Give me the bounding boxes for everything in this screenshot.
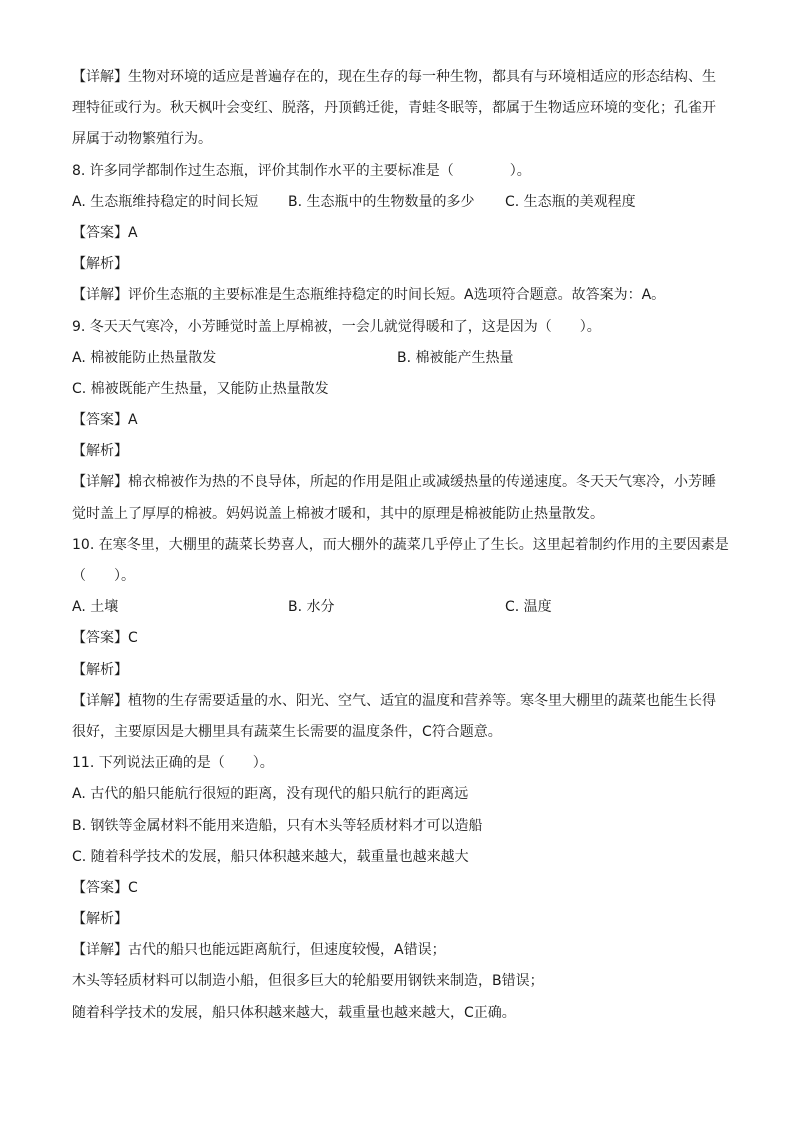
question-11: 11. 下列说法正确的是（ ）。 xyxy=(72,755,274,772)
option-b: B. 钢铁等金属材料不能用来造船，只有木头等轻质材料才可以造船 xyxy=(72,817,483,834)
detail-line: 【详解】生物对环境的适应是普遍存在的，现在生存的每一种生物，都具有与环境相适应的形态结构、生 xyxy=(72,69,716,85)
detail-line: 【详解】古代的船只也能远距离航行，但速度较慢，A错误； xyxy=(72,942,446,959)
option-c: C. 随着科学技术的发展，船只体积越来越大，载重量也越来越大 xyxy=(72,848,469,865)
option-a: A. 棉被能防止热量散发 xyxy=(72,349,217,366)
question-10-continued: （ ）。 xyxy=(72,568,135,584)
detail-line: 【详解】棉衣棉被作为热的不良导体，所起的作用是阻止或减缓热量的传递速度。冬天天气寒冷，小芳睡 xyxy=(72,474,716,491)
analysis-label: 【解析】 xyxy=(72,443,128,460)
option-c: C. 生态瓶的美观程度 xyxy=(505,193,636,210)
detail-line: 木头等轻质材料可以制造小船，但很多巨大的轮船要用钢铁来制造，B错误； xyxy=(72,973,544,990)
question-10-options xyxy=(72,592,732,623)
analysis-label: 【解析】 xyxy=(72,661,128,678)
option-c: C. 温度 xyxy=(505,599,552,616)
question-9: 9. 冬天天气寒冷，小芳睡觉时盖上厚棉被，一会儿就觉得暖和了，这是因为（ ）。 xyxy=(72,318,601,335)
option-b: B. 生态瓶中的生物数量的多少 xyxy=(288,193,475,210)
option-a: A. 土壤 xyxy=(72,599,119,616)
detail-line: 屏属于动物繁殖行为。 xyxy=(72,131,212,148)
detail-line: 【详解】植物的生存需要适量的水、阳光、空气、适宜的温度和营养等。寒冬里大棚里的蔬菜也能生长得 xyxy=(72,692,716,709)
document-page xyxy=(72,62,732,1029)
answer-label: 【答案】C xyxy=(72,879,138,896)
answer-label: 【答案】A xyxy=(72,412,138,429)
answer-label: 【答案】A xyxy=(72,224,138,241)
question-10: 10. 在寒冬里，大棚里的蔬菜长势喜人，而大棚外的蔬菜几乎停止了生长。这里起着制约作用的主要因素是 xyxy=(72,536,729,553)
detail-line: 理特征或行为。秋天枫叶会变红、脱落，丹顶鹤迁徙，青蛙冬眠等，都属于生物适应环境的变化；孔雀开 xyxy=(72,100,716,117)
detail-line: 随着科学技术的发展，船只体积越来越大，载重量也越来越大，C正确。 xyxy=(72,1004,516,1021)
question-9-options xyxy=(72,343,732,374)
option-b: B. 水分 xyxy=(288,599,335,616)
analysis-label: 【解析】 xyxy=(72,911,128,928)
option-c: C. 棉被既能产生热量，又能防止热量散发 xyxy=(72,380,329,397)
answer-label: 【答案】C xyxy=(72,630,138,647)
detail-line: 觉时盖上了厚厚的棉被。妈妈说盖上棉被才暖和，其中的原理是棉被能防止热量散发。 xyxy=(72,505,604,522)
detail-line: 很好，主要原因是大棚里具有蔬菜生长需要的温度条件，C符合题意。 xyxy=(72,723,502,740)
question-8: 8. 许多同学都制作过生态瓶，评价其制作水平的主要标准是（ ）。 xyxy=(72,162,531,179)
detail-line: 【详解】评价生态瓶的主要标准是生态瓶维持稳定的时间长短。A选项符合题意。故答案为：A。 xyxy=(72,287,666,304)
analysis-label: 【解析】 xyxy=(72,256,128,273)
option-a: A. 古代的船只能航行很短的距离，没有现代的船只航行的距离远 xyxy=(72,786,469,803)
option-a: A. 生态瓶维持稳定的时间长短 xyxy=(72,193,259,210)
option-b: B. 棉被能产生热量 xyxy=(397,349,514,366)
question-8-options xyxy=(72,187,732,218)
